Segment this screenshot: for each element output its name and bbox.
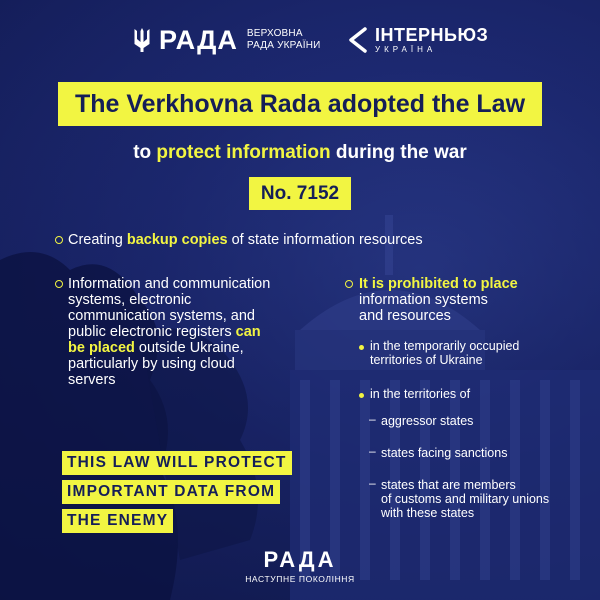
prohibited-item1-line1: in the temporarily occupied xyxy=(370,339,520,353)
subtitle-part1: to xyxy=(133,142,157,163)
prohibited-sub3-line1: states that are members xyxy=(381,478,516,492)
bullet1-highlight: backup copies xyxy=(126,232,228,248)
bullet-circle-icon xyxy=(55,236,63,244)
prohibited-item-occupied xyxy=(370,339,519,367)
prohibited-sub-unions xyxy=(381,478,549,520)
rada-logo xyxy=(133,27,321,53)
rada-subtitle-line2: РАДА УКРАЇНИ xyxy=(246,40,321,51)
bullet2-line2: systems, electronic xyxy=(68,292,192,308)
subtitle-highlight: protect information xyxy=(156,142,331,163)
bullet2-line3: communication systems, and xyxy=(68,308,255,324)
bullet2-line7: servers xyxy=(68,372,116,388)
bullet2-line4: public electronic registers xyxy=(68,324,236,340)
footer-logo-text: РАДА xyxy=(263,547,337,572)
prohibited-item-territories: in the territories of xyxy=(370,387,471,401)
subtitle-part2: during the war xyxy=(330,142,467,163)
trident-icon xyxy=(133,27,151,53)
bullet2-line6: particularly by using cloud xyxy=(68,356,235,372)
bullet-dot-icon xyxy=(359,393,364,398)
bullet1-part2: of state information resources xyxy=(227,232,423,248)
page-subtitle xyxy=(0,142,600,164)
bullet1-part1: Creating xyxy=(68,232,127,248)
bullet2-line1: Information and communication xyxy=(68,276,271,292)
prohibited-sub-sanctions: states facing sanctions xyxy=(381,446,508,460)
dash-icon: – xyxy=(369,444,376,458)
prohibited-heading-block xyxy=(359,276,579,324)
page-title: The Verkhovna Rada adopted the Law xyxy=(58,82,542,126)
prohibited-sub-aggressor: aggressor states xyxy=(381,414,474,428)
bullet-circle-icon xyxy=(55,280,63,288)
law-number-badge: No. 7152 xyxy=(249,177,351,210)
law-protect-line3: THE ENEMY xyxy=(62,509,173,533)
rada-logo-text: РАДА xyxy=(159,25,238,55)
internews-logo xyxy=(345,26,488,54)
footer-logo xyxy=(0,548,600,584)
internews-logo-subtitle: УКРАЇНА xyxy=(375,45,437,54)
bullet-circle-icon xyxy=(345,280,353,288)
prohibited-sub3-line2: of customs and military unions xyxy=(381,492,550,506)
internews-mark-icon xyxy=(345,26,375,54)
law-protect-line2: IMPORTANT DATA FROM xyxy=(62,480,280,504)
bullet-backup-copies xyxy=(68,232,423,248)
prohibited-item1-line2: territories of Ukraine xyxy=(370,353,483,367)
law-protect-callout xyxy=(62,451,292,538)
rada-subtitle-line1: ВЕРХОВНА xyxy=(246,28,303,39)
internews-logo-text: ІНТЕРНЬЮЗ xyxy=(375,25,489,45)
bullet-dot-icon xyxy=(359,345,364,350)
dash-icon: – xyxy=(369,476,376,490)
rada-logo-subtitle xyxy=(247,28,321,52)
footer-logo-subtitle: НАСТУПНЕ ПОКОЛІННЯ xyxy=(245,574,355,584)
bullet2-highlight-can: can xyxy=(235,324,261,340)
prohibited-line2: information systems xyxy=(359,292,488,308)
dash-icon: – xyxy=(369,412,376,426)
prohibited-heading: It is prohibited to place xyxy=(359,276,518,292)
law-protect-line1: THIS LAW WILL PROTECT xyxy=(62,451,292,475)
bullet2-highlight-be-placed: be placed xyxy=(68,340,135,356)
prohibited-line3: and resources xyxy=(359,308,451,324)
bullet2-line5: outside Ukraine, xyxy=(134,340,244,356)
bullet-placed-outside-ukraine xyxy=(68,276,298,388)
prohibited-sub3-line3: with these states xyxy=(381,506,475,520)
